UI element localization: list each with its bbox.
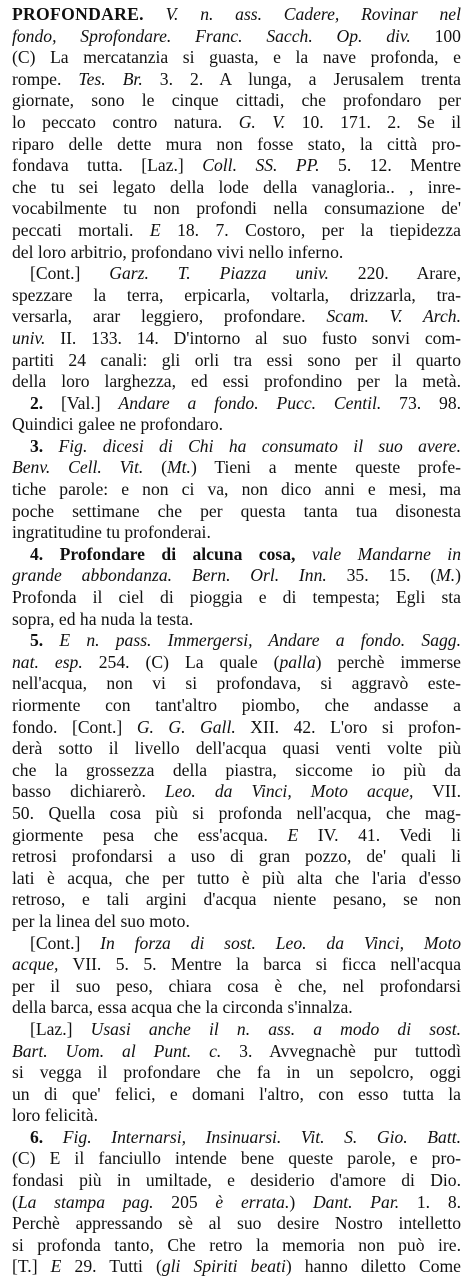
entry-line [12,760,461,782]
text-run: della barca, essa acqua che la circonda s'innalza. [12,997,353,1018]
italic-text: nat. esp. [12,651,83,672]
text-run: per la linea del suo moto. [12,910,190,931]
text-run: basso dichiarerò. [12,781,165,802]
text-run: retrosi profondarsi a uso di gran pozzo, de' quali li [12,846,461,867]
entry-line [12,911,461,933]
italic-text: Fig. dicesi di Chi ha consumato il suo avere. [43,435,461,456]
text-run: VII. [413,781,461,802]
entry-line [12,112,461,134]
entry-line [12,1019,461,1041]
text-run: 100 [410,25,461,46]
entry-line [12,868,461,890]
entry-line [12,933,461,955]
text-run: della loro larghezza, ed essi profondino per la metà. [12,371,461,392]
text-run: ingratitudine tu profonderai. [12,522,211,543]
italic-text: è errata. [215,1191,290,1212]
text-run: del loro arbitrio, profondano vivi nello inferno. [12,241,344,262]
text-run: riormente con tant'altro piombo, che andasse a [12,695,461,715]
text-run: giornate, sono le cinque cittadi, che profondaro per [12,90,461,111]
text-run: vocabilmente tu non profondi nella consumazione de' [12,198,461,219]
entry-line [12,436,461,458]
italic-text: Mt. [167,457,191,478]
text-run: nell'acqua, non vi si profondava, si aggravò este- [12,673,461,694]
text-run: riparo delle dette mura non fosse stato, la città pro- [12,133,461,154]
entry-line [12,263,461,285]
text-run: poche settimane che per questa tanta tua disonesta [12,500,461,521]
italic-text: Coll. SS. PP. [202,155,320,176]
text-run: 220. Arare, [328,263,461,284]
entry-line [12,1213,461,1235]
entry-line [12,1235,461,1257]
text-run: che la grossezza della piastra, siccome io più da [12,759,461,780]
text-run: 18. 7. Costoro, per la tiepidezza [160,219,461,240]
italic-text: univ. [12,327,46,348]
sense-number: 5. [30,630,44,651]
entry-line [12,544,461,566]
entry-line [12,781,461,803]
italic-text: acque, [12,954,59,975]
text-run: ) [455,565,461,586]
text-run: (C) La mercatanzia si guasta, e la nave profonda, e [12,47,461,68]
entry-line [12,4,461,26]
italic-text: Leo. da Vinci, Moto acque, [164,781,414,802]
text-run: 35. 15. ( [326,565,437,586]
italic-text: Andare a fondo. Pucc. Centil. [118,392,382,413]
entry-line [12,371,461,393]
italic-text: E [50,1256,62,1277]
italic-text: M. [436,565,456,586]
text-run: VII. 5. 5. Mentre la barca si ficca nell'acqua [58,954,461,975]
italic-text: Tes. Br. [78,68,143,89]
text-run: versarla, arar leggiero, profondare. [12,306,327,327]
entry-line [12,47,461,69]
entry-line [12,652,461,674]
text-run: partiti 24 canali: gli orli tra essi sono per il quarto [12,349,461,370]
text-run: rompe. [12,68,79,89]
sense-number: 6. [30,1126,44,1147]
text-run: (C) E il fanciullo intende bene queste parole, e pro- [12,1148,461,1169]
text-run: Profonda il ciel di pioggia e di tempesta; Egli sta [12,587,461,608]
entry-line [12,155,461,177]
entry-line [12,825,461,847]
italic-text: Fig. Internarsi, Insinuarsi. Vit. S. Gio. Batt. [43,1126,461,1147]
text-run: XII. 42. L'oro si profon- [235,716,461,737]
text-run: spezzare la terra, erpicarla, voltarla, drizzarla, tra- [12,284,461,305]
italic-text: E [287,824,299,845]
italic-text: V. n. ass. Cadere, Rovinar nel [143,4,461,24]
text-run: ) Tieni a mente queste profe- [190,457,461,478]
text-run: ( [143,457,168,478]
text-run: che tu sei legato della lode della vanagloria.. , inre- [12,176,461,197]
text-run: derà sotto il livello dell'acqua quasi venti volte più [12,738,461,759]
text-run: fondo. [Cont.] [12,716,137,737]
entry-line [12,69,461,91]
text-run: tiche parole: e non ci va, non dico anni e mesi, ma [12,479,461,500]
text-run: loro felicità. [12,1105,98,1126]
italic-text: La stampa pag. [17,1191,154,1212]
entry-line [12,609,461,631]
entry-line [12,285,461,307]
italic-text: vale Mandarne in [295,543,461,564]
entry-line [12,134,461,156]
text-run: ) hanno diletto Come [285,1256,461,1277]
entry-line [12,565,461,587]
italic-text: G. G. Gall. [136,716,236,737]
text-run: fondasi più in umiltade, e desiderio d'amore di Dio. [12,1170,461,1191]
text-run: 254. (C) La quale ( [82,651,280,672]
entry-line [12,414,461,436]
entry-line [12,997,461,1019]
text-run: 50. Quella cosa più si profonda nell'acqua, che mag- [12,802,461,823]
entry-line [12,673,461,695]
text-run: giormente pesa che ess'acqua. [12,824,288,845]
text-run: 10. 171. 2. Se il [285,111,461,132]
entry-line [12,457,461,479]
text-run: [Val.] [43,392,119,413]
italic-text: Bart. Uom. al Punt. c. [12,1040,222,1061]
entry-line [12,738,461,760]
entry-line [12,328,461,350]
text-run: si profonda tanto, Che retro la memoria non può ire. [12,1234,461,1255]
entry-line [12,393,461,415]
text-run: peccati mortali. [12,219,150,240]
headword: PROFONDARE. [12,4,144,24]
entry-line [12,26,461,48]
sense-number: 3. [30,435,44,456]
text-run: 1. 8. [399,1191,461,1212]
text-run: [Cont.] [30,932,101,953]
entry-line [12,803,461,825]
entry-line [12,242,461,264]
italic-text: Scam. V. Arch. [326,306,461,327]
entry-line [12,695,461,717]
italic-text: E n. pass. Immergersi, Andare a fondo. Sagg. [43,630,461,651]
entry-line [12,306,461,328]
text-run: Perchè appressando sè al suo desire Nostro intelletto [12,1213,461,1234]
entry-line [12,717,461,739]
entry-line [12,220,461,242]
text-run: ) [289,1191,313,1212]
entry-line [12,587,461,609]
entry-line [12,1256,461,1278]
italic-text: In forza di sost. Leo. da Vinci, Moto [100,932,461,953]
entry-line [12,954,461,976]
entry-line [12,501,461,523]
entry-line [12,1105,461,1127]
italic-text: Benv. Cell. Vit. [12,457,144,478]
entry-line [12,522,461,544]
entry-line [12,198,461,220]
text-run: 29. Tutti ( [61,1256,162,1277]
text-run: si vegga il profondare che fa in un sepolcro, oggi [12,1062,461,1083]
entry-line [12,846,461,868]
text-run: ( [12,1191,18,1212]
entry-line [12,1062,461,1084]
entry-line [12,976,461,998]
italic-text: fondo, Sprofondare. Franc. Sacch. Op. div. [12,25,411,46]
text-run: sopra, ed ha nuda la testa. [12,608,194,629]
entry-line [12,90,461,112]
entry-line [12,1192,461,1214]
dictionary-entry-profondare [12,4,461,1278]
text-run: [Cont.] [30,263,110,284]
text-run: lati è acqua, che per tutto è più alta che l'aria d'esso [12,867,461,888]
sense-number: 4. Profondare di alcuna cosa, [30,543,296,564]
entry-line [12,1148,461,1170]
italic-text: Garz. T. Piazza univ. [109,263,329,284]
text-run: Quindici galee ne profondaro. [12,414,224,435]
sense-number: 2. [30,392,44,413]
entry-line [12,350,461,372]
italic-text: palla [279,651,316,672]
text-run: retroso, e tali argini d'acqua niente pesano, se non [12,889,461,910]
text-run: IV. 41. Vedi li [298,824,461,845]
text-run: fondava tutta. [Laz.] [12,155,203,176]
text-run: 5. 12. Mentre [319,155,461,176]
text-run: lo peccato contro natura. [12,111,239,132]
entry-line [12,177,461,199]
text-run: ) perchè immerse [315,651,461,672]
text-run: II. 133. 14. D'intorno al suo fusto sonvi com- [45,327,461,348]
italic-text: gli Spiriti beati [161,1256,286,1277]
entry-line [12,1127,461,1149]
entry-line [12,630,461,652]
entry-line [12,889,461,911]
text-run: [T.] [12,1256,51,1277]
text-run: per il suo peso, chiara cosa è che, nel profondarsi [12,975,461,996]
entry-line [12,1170,461,1192]
text-run: 3. 2. A lunga, a Jerusalem trenta [142,68,461,89]
text-run: 3. Avvegnachè pur tuttodì [221,1040,461,1061]
text-run: un di que' felici, e domani l'altro, con esso tutta la [12,1083,461,1104]
text-run: [Laz.] [30,1018,91,1039]
italic-text: G. V. [238,111,286,132]
italic-text: grande abbondanza. Bern. Orl. Inn. [12,565,327,586]
entry-line [12,479,461,501]
text-run: 205 [153,1191,216,1212]
text-run: 73. 98. [381,392,461,413]
italic-text: E [149,219,161,240]
italic-text: Dant. Par. [312,1191,400,1212]
entry-line [12,1084,461,1106]
italic-text: Usasi anche il n. ass. a modo di sost. [90,1018,461,1039]
entry-line [12,1041,461,1063]
